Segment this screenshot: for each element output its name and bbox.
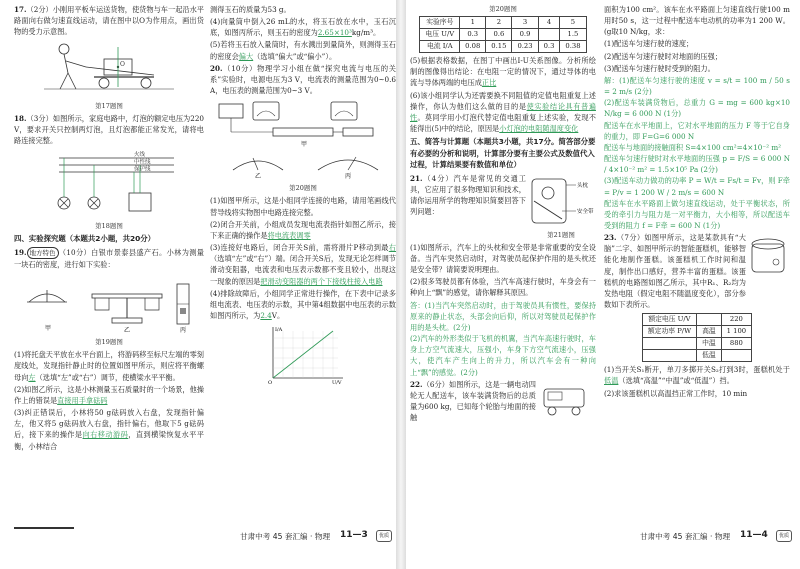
q18-figure (14, 148, 204, 231)
q19b-p3: (5)若将玉石放入量筒时，有水溅出到量筒外，则测得玉石的密度会偏大（选填“偏大”或“偏小”）。 (210, 40, 396, 61)
q20-table-cell: 电流 I/A (420, 41, 460, 53)
q23-table-cell: 额定电压 U/V (642, 314, 696, 326)
q17-figure (14, 39, 204, 110)
q23-table-cell: 额定功率 P/W (642, 326, 696, 338)
q19-intro: 19. 地方特色 （10分）白银市景泰县盛产石。小林为测量一块石的密度，进行如下实验： (14, 247, 204, 269)
q20-table-cell: 1.5 (560, 29, 586, 41)
q23-text: 23.（7分）如图甲所示，这是某款具有“大脑”二字、如图甲所示的智能蛋糕机，能够智能化地制作蛋糕。该蛋糕机工作时间和温度，制作出口感好，营养丰富的蛋糕。该蛋糕机的电路图如图乙所示，其中R₁、R₂均为发热电阻（假定电阻不随温度变化），部分参数如下表所示。 (604, 233, 746, 310)
right-column-d (604, 4, 790, 547)
q20-table-cell: 电压 U/V (420, 29, 460, 41)
q19-answer-5: 偏大 (238, 51, 254, 61)
q20-table-row (420, 41, 586, 53)
q19-answer-3: 向右移动游码 (82, 430, 129, 440)
q21-caption: 第21题图 (547, 230, 575, 239)
q20-table-cell: 0.08 (460, 41, 486, 53)
left-column-b (210, 4, 396, 547)
q21-block (410, 173, 596, 242)
q21-p2: (2)很多驾驶员都有体验，当汽车高速行驶时，车身会有一种向上“飘”的感觉，请你解释其原因。 (410, 277, 596, 298)
q20-text: 20.（10分）物理学习小组在做“探究电流与电压的关系”实验时，电源电压为3 V，电流表的测量范围为0~0.6 A，电压表的测量范围为0~3 V。 (210, 63, 396, 96)
q20-table-cell (538, 29, 560, 41)
fig20-label-a: 甲 (301, 141, 308, 149)
q22-text: 22.（6分）如图所示，这是一辆电动四轮无人配送车，该车装满货物后的总质量为600 kg，已知每个轮胎与地面的接触 (410, 379, 536, 423)
fig19-label-a: 甲 (44, 325, 51, 333)
fig21-headrest: 头枕 (577, 182, 589, 189)
left-page (0, 0, 398, 547)
q21-figure (526, 175, 596, 240)
brand-logo: 优质 (376, 530, 392, 542)
q20-p6: (6)该小组同学认为还需要换不同阻值的定值电阻重复上述操作，你认为他们这么做的目的是使实验结论具有普遍性。莫同学用小灯泡代替定值电阻重复上述实验，发现不能得出(5)中的结论，原因是小灯泡的电阻随温度变化 (410, 90, 596, 133)
q20-figure (210, 98, 396, 193)
section-4-heading: 四、实验探究题（本题共2小题，共20分） (14, 234, 156, 244)
q23-answer-1: 低温 (604, 376, 619, 386)
q23-table-cell (697, 314, 722, 326)
q23-table-cell: 低温 (697, 350, 722, 362)
q20-table-cell: 0.38 (560, 41, 586, 53)
left-column-a (14, 4, 204, 547)
q20-answer-3b: 把滑动变阻器的两个下接线柱接入电路 (260, 276, 383, 286)
label-ground: 保护线 (134, 166, 151, 173)
q20-table-cell: 3 (512, 17, 538, 29)
q20-table-cell: 0.3 (460, 29, 486, 41)
q19-figure (14, 272, 204, 347)
fig20-label-b: 乙 (255, 173, 262, 181)
graph-xaxis: U/V (332, 380, 342, 386)
q22-sub-2: (2)配送车匀速行驶时对地面的压强； (604, 51, 722, 61)
graph-origin: O (268, 380, 273, 386)
q20-table-cell: 实验序号 (420, 17, 460, 29)
section-5-heading: 五、简答与计算题（本题共3小题，共17分。简答部分要有必要的分析和说明，计算部分要有主要公式及数值代入过程，计算结果要有数值和单位） (410, 137, 596, 170)
q21-answer: 答：(1)当汽车突然启动时，由于驾驶员具有惯性，要保持原来的静止状态，头部会向后仰，所以对驾驶员起保护作用的是头枕。(2分) (2)汽车的外形类似于飞机的机翼，当汽车高速行驶时，车身上方空气流速大，压强小，车身下方空气流速小，压强大，使汽车产生向上的升力，所以汽车会有一种向上“飘”的感觉。(2分) (410, 300, 596, 377)
q20-table-cell: 2 (486, 17, 512, 29)
q22-text-cont: 面积为100 cm²。该车在水平路面上匀速直线行驶100 m用时50 s，这一过程中配送车电动机的功率为1 200 W。(g取10 N/kg，求： (604, 5, 790, 37)
q17-caption: 第17题图 (95, 101, 123, 110)
q20-data-table (419, 16, 586, 53)
q19-p1: (1)将托盘天平放在水平台面上，将游码移至标尺左端的零刻度线处，发现指针静止时的位置如图甲所示，则应将平衡螺母向左（选填“左”或“右”）调节，使横梁水平平衡。 (14, 350, 204, 382)
q19b-p1: 测得玉石的质量为53 g。 (210, 5, 291, 14)
q19b-p2: (4)向量筒中倒入26 mL的水，将玉石放在水中，玉石沉底，如图丙所示，则玉石的密度为2.65×10³kg/m³。 (210, 17, 396, 38)
q20-answer-6b: 小灯泡的电阻随温度变化 (499, 124, 579, 133)
q19-p2: (2)如图乙所示，这是小林测量玉石质量时的一个场景，他操作上的错误是直接用手拿砝码 (14, 384, 204, 405)
brand-logo: 优质 (776, 530, 792, 542)
q19-answer-4: 2.65×10³ (317, 28, 352, 38)
fig19-label-c: 丙 (179, 327, 186, 335)
q23-table-cell: 中温 (697, 338, 722, 350)
q23-table-cell (721, 350, 751, 362)
q19-caption: 第19题图 (95, 338, 123, 347)
label-fire: 火线 (134, 152, 146, 159)
right-column-c (410, 4, 596, 547)
label-neutral: 中性线 (134, 159, 151, 166)
q18-text: 18.（3分）如图所示，家庭电路中，灯泡的额定电压为220 V，要求开关只控制两灯泡，且灯泡都能正常发光，请将电路连接完整。 (14, 113, 204, 145)
q23-table-row (642, 314, 751, 326)
footer-title: 甘肃中考 45 套汇编 · 物理 (640, 532, 731, 541)
q20-table-cell: 0.3 (538, 41, 560, 53)
q23-block (604, 232, 790, 311)
q23-param-table (642, 313, 752, 362)
q19-answer-2: 直接用手拿砝码 (57, 395, 108, 405)
q22-sub-1: (1)配送车匀速行驶的速度； (604, 39, 694, 49)
q23-table-row (642, 338, 751, 350)
q21-text: 21.（4分）汽车是常见的交通工具，它应用了很多物理知识和技术，请你运用所学的物理知识简要回答下列问题： (410, 173, 526, 217)
q19-p3: (3)纠正错误后，小林将50 g砝码放入右盘，发现指针偏左，他又将5 g砝码放入右盘，指针偏右，他取下5 g砝码后，接下来的操作是向右移动游码，直到横梁恢复水平平衡，小林结合 (14, 408, 204, 451)
q23-table-cell: 220 (721, 314, 751, 326)
q23-table-cell: 880 (721, 338, 751, 350)
q20-table-cell: 5 (560, 17, 586, 29)
q23-table-cell (642, 350, 696, 362)
q23-figure (746, 234, 790, 309)
right-footer (402, 527, 800, 547)
q17-text: 17.（2分）小刚用平板车运送货物，使货物与车一起沿水平路面向右做匀速直线运动，请在图中以O为作用点，画出货物的受力示意图。 (14, 5, 204, 37)
q20-answer-5: 正比 (481, 78, 497, 88)
q23-table-cell: 1 100 (721, 326, 751, 338)
graph-yaxis: I/A (275, 327, 283, 334)
fig19-label-b: 乙 (123, 327, 130, 335)
footer-page: 11—4 (740, 530, 768, 540)
footer-page: 11—3 (340, 530, 368, 540)
q20-p3: (3)连接好电路后，闭合开关S前，需将滑片P移动到最右（选填“左”或“右”）端。闭合开关S后，发现无论怎样调节滑动变阻器，电流表和电压表示数都不变且较小，出现这一现象的原因是把滑动变阻器的两个下接线柱接入电路 (210, 243, 396, 286)
footer-bar (14, 527, 74, 529)
q22-answer: 解：(1)配送车匀速行驶的速度 v = s/t = 100 m / 50 s = 2 m/s (2分) (2)配送车装满货物后，总重力 G = mg = 600 kg×10 N/kg = 6 000 N (1分) 配送车在水平地面上，它对水平地面的压力 F 等于它自身的重力，即 F=G=6 000 N 配送车与地面的接触面积 S=4×100 cm²=4×10⁻² m² 配送车匀速行驶时对水平地面的压强 p = F/S = 6 000 N / 4×10⁻² m² = 1.5×10⁵ Pa (2分) (3)配送车动力做功的功率 P = W/t = Fs/t = Fv，则 F牵 = P/v = 1 200 W / 2 m/s = 600 N 配送车在水平路面上做匀速直线运动，处于平衡状态，所受的牵引力与阻力是一对平衡力，大小相等，所以配送车受到的阻力 f = F牵 = 600 N (1分) (604, 75, 790, 230)
q20-table-cell: 0.9 (512, 29, 538, 41)
q19-answer-1: 左 (28, 372, 36, 382)
q20-p5: (5)根据表格数据，在图丁中画出I-U关系图像。分析所绘制的图像得出结论：在电阻一定的情况下，通过导体的电流与导体两端的电压成正比 (410, 56, 596, 88)
q20-answer-4: 2.4 (260, 311, 272, 321)
q20-answer-6: 使实验结论具有普遍性 (410, 101, 596, 122)
q21-p1: (1)如图所示，汽车上的头枕和安全带是非常重要的安全设备。当汽车突然启动时，对驾驶员起保护作用的是头枕还是安全带？请简要说明理由。 (410, 242, 596, 275)
q20-answer-2: 将电流表调零 (267, 230, 311, 240)
q22-sub-3: (3)配送车匀速行驶时受到的阻力。 (604, 63, 715, 73)
q20-table-cell: 0.6 (486, 29, 512, 41)
q22-block (410, 379, 596, 426)
q20-table-row (420, 17, 586, 29)
fig21-seatbelt: 安全带 (577, 208, 594, 215)
q20-table-cell: 0.23 (512, 41, 538, 53)
q20-table-cell: 1 (460, 17, 486, 29)
footer-title: 甘肃中考 45 套汇编 · 物理 (240, 532, 331, 541)
q23-table-row (642, 326, 751, 338)
q20-graph (210, 323, 396, 388)
q18-caption: 第18题图 (95, 222, 123, 231)
q20-answer-3: 右 (388, 243, 396, 253)
q20-p2: (2)闭合开关前，小组成员发现电流表指针如图乙所示，接下来正确的操作是将电流表调零 (210, 219, 396, 240)
q23-table-cell (642, 338, 696, 350)
q23-p2: (2)求该蛋糕机以高温挡正常工作时，10 min (604, 388, 748, 398)
left-footer (0, 527, 398, 547)
fig20-label-c: 丙 (345, 173, 352, 181)
q23-p1: (1)当开关S₁断开，单刀多掷开关S₂打到3时，蛋糕机处于低温（选填“高温”“中温”或“低温”）挡。 (604, 365, 790, 386)
svg-text:O: O (120, 61, 125, 69)
q22-figure (536, 381, 596, 424)
q20-table-cell: 4 (538, 17, 560, 29)
q23-table-cell: 高温 (697, 326, 722, 338)
q20-table-row (420, 29, 586, 41)
local-feature-badge: 地方特色 (27, 247, 59, 259)
q20-p1: (1)如图甲所示，这是小组同学连接的电路，请用笔画线代替导线将实物图中电路连接完整。 (210, 196, 396, 217)
q23-table-row (642, 350, 751, 362)
q20-table-caption: 第20题图 (489, 5, 517, 13)
q20-table-cell: 0.15 (486, 41, 512, 53)
right-page (402, 0, 800, 547)
q20-p4: (4)排除故障后，小组同学正常进行操作，在下表中记录多组电流表、电压表的示数，其中第4组数据中电压表的示数如图丙所示，为2.4V。 (210, 288, 396, 321)
q20-caption: 第20题图 (289, 184, 317, 193)
